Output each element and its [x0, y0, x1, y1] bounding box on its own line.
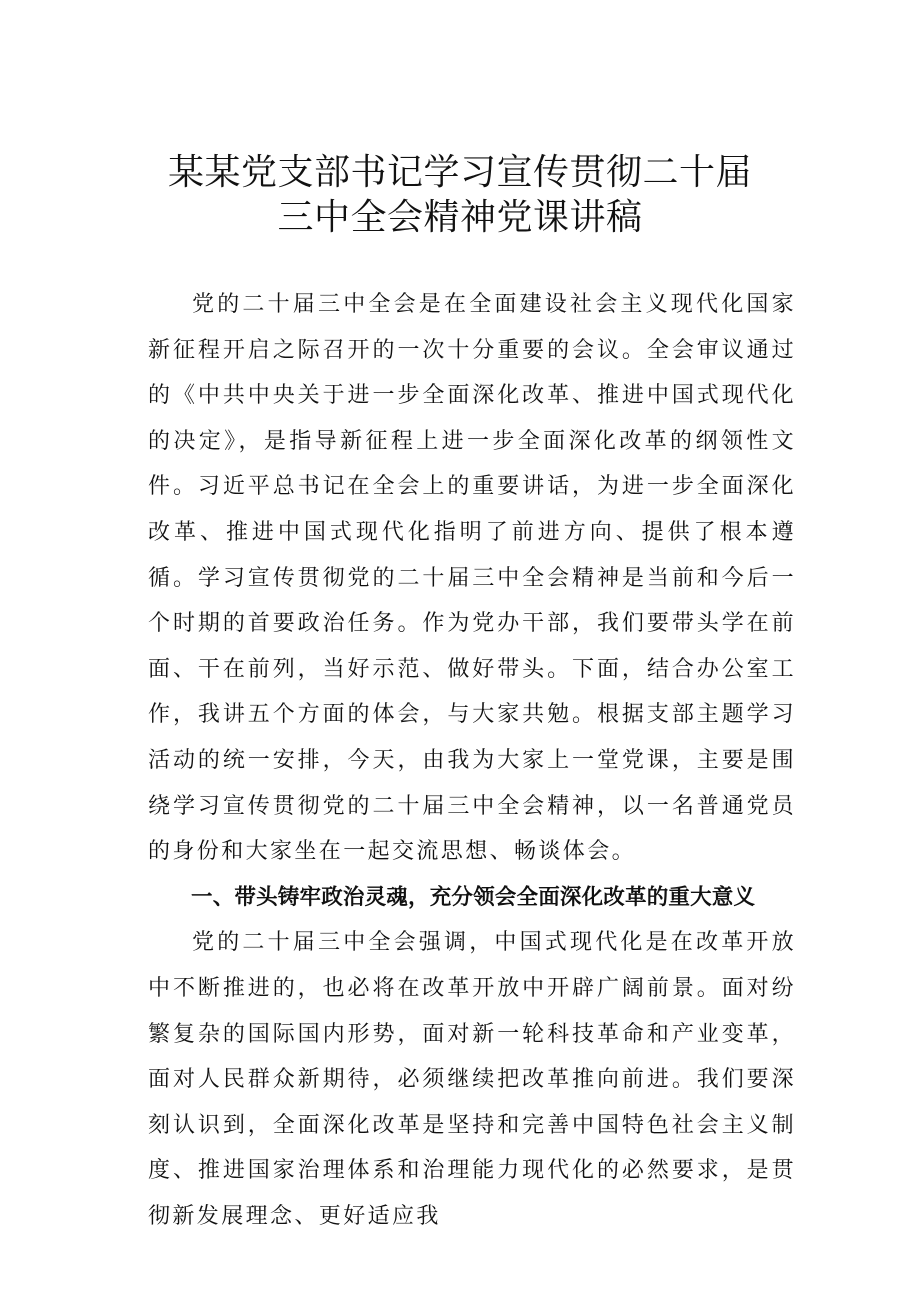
section-1-paragraph: 党的二十届三中全会强调，中国式现代化是在改革开放中不断推进的，也必将在改革开放中开辟广阔前景。面对纷繁复杂的国际国内形势，面对新一轮科技革命和产业变革，面对人民群众新期待，必须继续把改革推向前进。我们要深刻认识到，全面深化改革是坚持和完善中国特色社会主义制度、推进国家治理体系和治理能力现代化的必然要求，是贯彻新发展理念、更好适应我 [148, 930, 796, 1229]
intro-paragraph: 党的二十届三中全会是在全面建设社会主义现代化国家新征程开启之际召开的一次十分重要的会议。全会审议通过的《中共中央关于进一步全面深化改革、推进中国式现代化的决定》，是指导新征程上进一步全面深化改革的纲领性文件。习近平总书记在全会上的重要讲话，为进一步全面深化改革、推进中国式现代化指明了前进方向、提供了根本遵循。学习宣传贯彻党的二十届三中全会精神是当前和今后一个时期的首要政治任务。作为党办干部，我们要带头学在前面、干在前列，当好示范、做好带头。下面，结合办公室工作，我讲五个方面的体会，与大家共勉。根据支部主题学习活动的统一安排，今天，由我为大家上一堂党课，主要是围绕学习宣传贯彻党的二十届三中全会精神，以一名普通党员的身份和大家坐在一起交流思想、畅谈体会。 [148, 292, 796, 865]
title-line-1: 某某党支部书记学习宣传贯彻二十届 [167, 152, 752, 193]
title-line-2: 三中全会精神党课讲稿 [277, 197, 643, 238]
document-body [148, 282, 796, 1239]
section-1-heading: 一、带头铸牢政治灵魂，充分领会全面深化改革的重大意义 [191, 884, 756, 910]
document-title [0, 150, 920, 240]
